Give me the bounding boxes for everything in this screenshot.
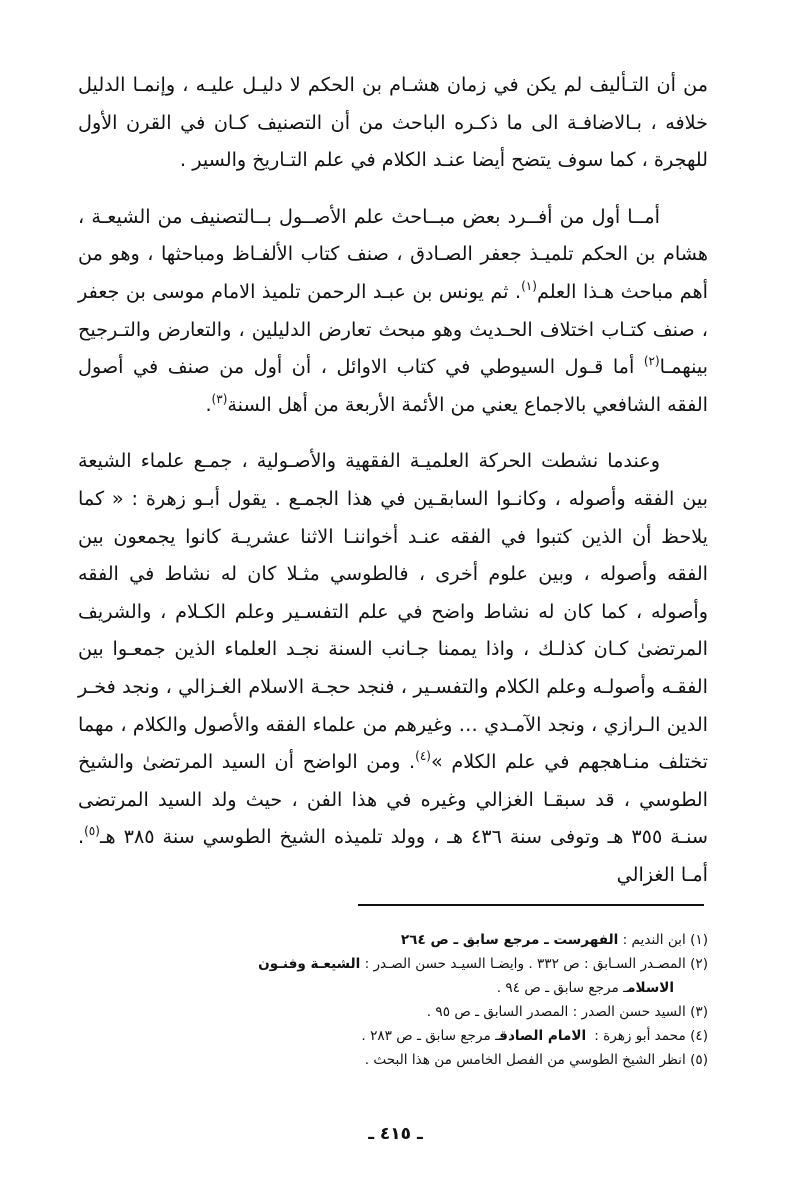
paragraph-3 [78, 442, 708, 893]
paragraph-2-text-b: . ثم يونس بن عبـد الرحمن تلميذ الامام موسى بن جعفر ، صنف كتـاب اختلاف الحـديث وهو مبحث تعارض الدليلين ، والتعارض والتـرجيح بينهمـا [78, 279, 708, 379]
footnote-2-title: الشيعـة وفنـون [258, 956, 361, 972]
footnote-3 [78, 1000, 708, 1024]
footnote-2-title-end: الاسلام [627, 980, 674, 996]
footnote-2 [78, 952, 708, 976]
paragraph-3-text-a: وعندما نشطت الحركة العلميـة الفقهية والأصـولية ، جمـع علماء الشيعة بين الفقه وأصوله ، وكانـوا السابقـين في هذا الجمـع . يقول أبـو زهرة : « كما يلاحظ أن الذين كتبوا في الفقه عنـد أخواننـا الاثنا عشريـة كانوا يجمعون بين الفقه وأصوله ، وبين علوم أخرى ، فالطوسي مثـلا كان له نشاط في الفقه وأصوله ، كما كان له نشاط واضح في علم التفسـير وعلم الكـلام ، والشريف المرتضىٰ كـان كذلـك ، واذا يممنا جـانب السنة نجـد العلماء الذين جمعـوا بين الفقـه وأصولـه وعلم الكلام والتفسـير ، فنجد حجـة الاسلام الغـزالي ، ونجد فخـر الدين الـرازي ، ونجد الآمـدي … وغيرهم من علماء الفقه والأصول والكلام ، مهما تختلف منـاهجهم في علم الكلام » [78, 449, 708, 774]
footnote-4-title: الامام الصادق [499, 1028, 587, 1044]
footnote-3-text: السيد حسن الصدر : المصدر السابق ـ ص ٩٥ . [426, 1004, 686, 1020]
footnote-1-number: (١) [690, 932, 708, 948]
footnote-2-number: (٢) [690, 956, 708, 972]
paragraph-2-text-a: أمــا أول من أفــرد بعض مبــاحث علم الأصــول بــالتصنيف من الشيعـة ، هشام بن الحكم تلميـذ جعفر الصـادق ، صنف كتاب الألفـاظ ومباحثها ، وهو من أهم مباحث هـذا العلم [78, 204, 708, 303]
footnote-1-title: الفهرست ـ مرجع سابق ـ ص ٢٦٤ [400, 932, 619, 948]
footnote-3-number: (٣) [690, 1004, 708, 1020]
paragraph-2 [78, 198, 708, 424]
paragraph-2-text-c: أما قـول السيوطي في كتاب الاوائل ، أن أول من صنف في أصول الفقه الشافعي بالاجماع يعني من الأئمة الأربعة من أهل السنة [78, 355, 708, 416]
footnote-separator [358, 904, 704, 906]
footnote-5-text: انظر الشيخ الطوسي من الفصل الخامس من هذا البحث . [364, 1052, 686, 1068]
footnote-2-ref: ـ مرجع سابق ـ ص ٩٤ . [496, 980, 628, 996]
paragraph-2-text-d: . [205, 392, 212, 416]
main-text [78, 66, 708, 893]
footnote-1 [78, 928, 708, 952]
footnote-marker-5[interactable]: (٥) [84, 824, 100, 839]
footnote-marker-2[interactable]: (٢) [643, 354, 660, 369]
footnote-marker-1[interactable]: (١) [521, 278, 537, 293]
footnote-1-author: ابن النديم : [622, 932, 686, 948]
paragraph-3-text-b: . ومن الواضح أن السيد المرتضىٰ والشيخ الطوسي ، قد سبقـا الغزالي وغيره في هذا الفن ، حيث ولد السيد المرتضى سنـة ٣٥٥ هـ وتوفى سنة ٤٣٦ هـ ، وولد تلميذه الشيخ الطوسي سنة ٣٨٥ هـ [78, 750, 709, 849]
paragraph-1 [78, 66, 708, 179]
footnotes [78, 928, 708, 1072]
paragraph-1-text: من أن التـأليف لم يكن في زمان هشـام بن الحكم لا دليـل عليـه ، وإنمـا الدليل خلافه ، بـالاضافـة الى ما ذكـره الباحث من أن التصنيف كـان في القرن الأول للهجرة ، كما سوف يتضح أيضا عنـد الكلام في علم التـاريخ والسير . [78, 73, 708, 172]
footnote-4-author: محمد أبو زهرة : [594, 1028, 686, 1044]
footnote-2-continuation [78, 976, 674, 1000]
footnote-4-number: (٤) [690, 1028, 708, 1044]
page-number: ـ ٤١٥ ـ [368, 1124, 423, 1144]
footnote-5 [78, 1048, 708, 1072]
paragraph-3-text-c: . أمـا الغزالي [78, 825, 708, 886]
footnote-marker-4[interactable]: (٤) [415, 749, 431, 764]
footnote-4 [78, 1024, 708, 1048]
footnote-4-ref: ـ مرجع سابق ـ ص ٢٨٣ . [361, 1028, 500, 1044]
footnote-5-number: (٥) [690, 1052, 708, 1068]
footnote-2-text: المصـدر السـابق : ص ٣٣٢ . وايضـا السيـد حسن الصـدر : [364, 956, 686, 972]
footnote-marker-3[interactable]: (٣) [211, 391, 228, 406]
